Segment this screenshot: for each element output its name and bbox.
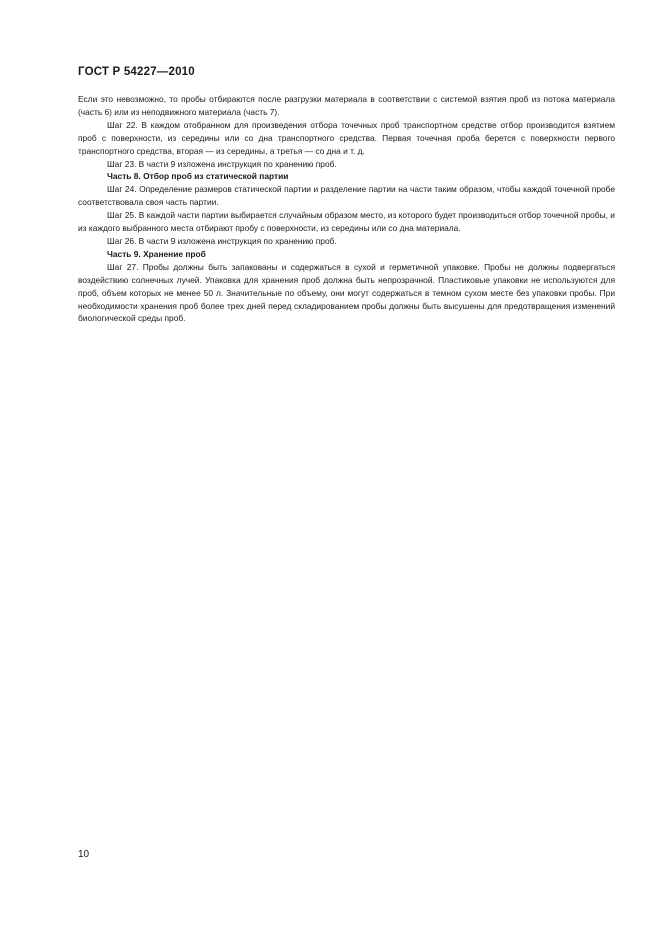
paragraph-step-23: Шаг 23. В части 9 изложена инструкция по хранению проб. xyxy=(107,158,337,169)
paragraph-step-22: Шаг 22. В каждом отобранном для произведения отбора точечных проб транспортном средстве отбор производится взятием проб с поверхности, из середины или со дна транспортного средства. Первая точечная проба берется с поверхности первого транспортного средства, вторая — из середины, а третья — со дна и т. д. xyxy=(78,119,615,156)
document-header: ГОСТ Р 54227—2010 xyxy=(78,66,195,78)
paragraph-step-27: Шаг 27. Пробы должны быть запакованы и содержаться в сухой и герметичной упаковке. Пробы не должны подвергаться воздействию солнечных лучей. Упаковка для хранения проб должна быть непрозрачной. Пластиковые упаковки не используются для проб, объем которых не менее 50 л. Значительные по объему, они могут содержаться в темном сухом месте без упаковки пробы. При необходимости хранения проб более трех дней перед складированием пробы должны быть высушены для предотвращения изменений биологической среды проб. xyxy=(78,261,615,324)
page-content xyxy=(78,93,615,325)
paragraph-step-26: Шаг 26. В части 9 изложена инструкция по хранению проб. xyxy=(107,235,337,246)
paragraph-step-24: Шаг 24. Определение размеров статической партии и разделение партии на части таким образом, чтобы каждой точечной пробе соответствовала своя часть партии. xyxy=(78,184,615,208)
page-number: 10 xyxy=(78,849,90,860)
paragraph-continuation: Если это невозможно, то пробы отбираются после разгрузки материала в соответствии с системой взятия проб из потока материала (часть 6) или из неподвижного материала (часть 7). xyxy=(78,94,615,117)
paragraph-step-25: Шаг 25. В каждой части партии выбирается случайным образом место, из которого будет производиться отбор точечной пробы, и из каждого выбранного места отбирают пробу с поверхности, из середины или со дна материала. xyxy=(78,210,615,234)
section-heading-part-8: Часть 8. Отбор проб из статической партии xyxy=(107,171,289,182)
section-heading-part-9: Часть 9. Хранение проб xyxy=(107,248,206,259)
